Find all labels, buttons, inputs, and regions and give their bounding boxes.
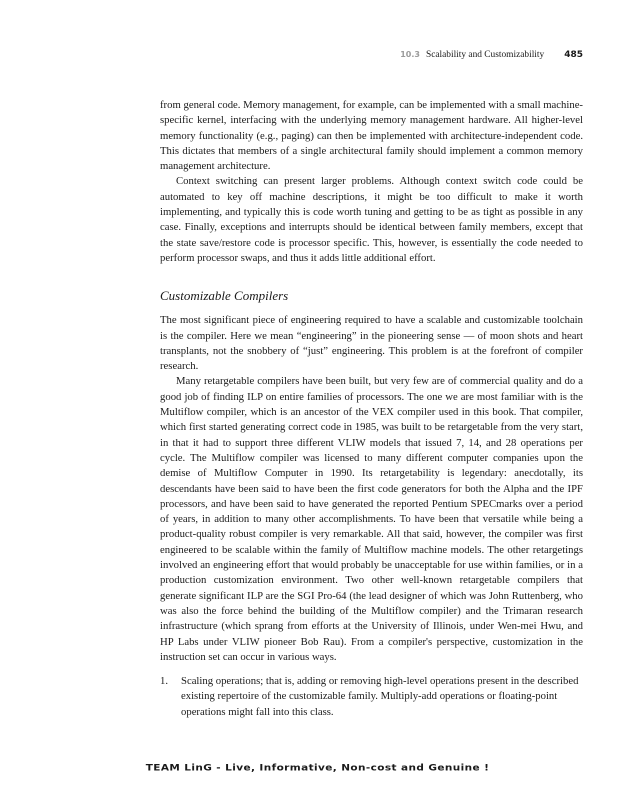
footer-watermark: TEAM LinG - Live, Informative, Non-cost and Genuine ! [145,763,490,773]
heading-customizable-compilers: Customizable Compilers [160,288,289,304]
running-header [400,50,583,60]
paragraph-memory-management: from general code. Memory management, for example, can be implemented with a small machine-specific kernel, interfacing with the underlying memory management hardware. All higher-level memory functionality (e.g., paging) can then be implemented with architecture-independent code. This dictates that members of a single architectural family should implement a common memory management architecture. [160,99,583,173]
paragraph-retargetable-compilers: Many retargetable compilers have been built, but very few are of commercial quality and do a good job of finding ILP on entire families of processors. The one we are most familiar with is the Multiflow compiler, which is an ancestor of the VEX compiler used in this book. That compiler, which first started generating correct code in 1985, was built to be retargetable from the very start, in that it had to support three different VLIW models that issued 7, 14, and 28 operations per cycle. The Multiflow compiler was licensed to many different computer companies upon the demise of Multiflow Computer in 1990. Its retargetability is legendary: anecdotally, its descendants have been said to have been the first code generators for both the Alpha and the IPF processors, and have been said to have generated the reported Pentium SPECmarks over a period of years, in addition to many other accomplishments. To have been that versatile while being a product-quality robust compiler is very remarkable. All that said, however, the compiler was first engineered to be scalable within the family of Multiflow machine models. The other retargetings involved an engineering effort that would probably be unacceptable for use within families, or in a production customization environment. Two other well-known retargetable compilers that generate significant ILP are the SGI Pro-64 (the lead designer of which was John Ruttenberg, who was also the force behind the building of the Multiflow compiler) and the Trimaran research infrastructure (which sprang from efforts at the University of Illinois, under Wen-mei Hwu, and HP Labs under VLIW pioneer Bob Rau). From a compiler's perspective, customization in the instruction set can occur in various ways. [160,375,583,663]
list-item [160,674,583,720]
page-number: 485 [564,50,583,60]
list-item-number: 1. [160,675,169,688]
page-body [160,98,583,720]
numbered-list [160,674,583,720]
list-item-text: Scaling operations; that is, adding or removing high-level operations present in the described existing repertoire of the customizable family. Multiply-add operations or floating-point operations might fall into this class. [181,675,579,718]
section-number: 10.3 [400,50,420,59]
paragraph-context-switching: Context switching can present larger problems. Although context switch code could be automated to key off machine descriptions, it might be too difficult to make it worth implementing, and typically this is code worth tuning and getting to be as tight as possible in any case. Finally, exceptions and interrupts should be identical between family members, except that the state save/restore code is processor specific. This, however, is essentially the code needed to perform processor swaps, and thus it adds little additional effort. [160,175,583,264]
paragraph-compiler-engineering: The most significant piece of engineering required to have a scalable and customizable toolchain is the compiler. Here we mean “engineering” in the pioneering sense — of moon shots and heart transplants, not the snobbery of “just” engineering. This problem is at the forefront of compiler research. [160,314,583,373]
section-title: Scalability and Customizability [425,50,545,60]
